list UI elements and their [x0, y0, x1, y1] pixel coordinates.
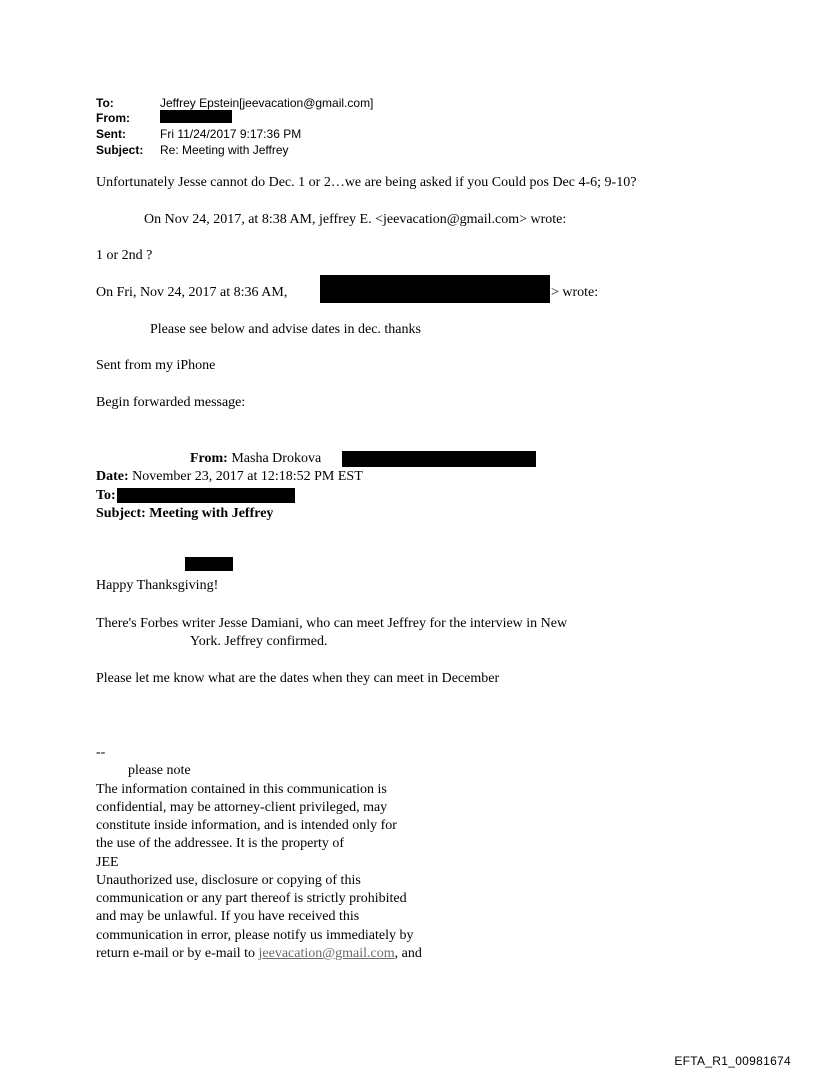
please-see-line: Please see below and advise dates in dec. thanks: [150, 322, 421, 337]
email-link[interactable]: jeevacation@gmail.com: [258, 946, 395, 961]
quoted-header-2: [96, 285, 287, 301]
fwd-subject-value: Meeting with Jeffrey: [145, 506, 274, 521]
fwd-from-label: From:: [190, 451, 228, 466]
disclaimer-line: communication or any part thereof is strictly prohibited: [96, 891, 407, 906]
fwd-subject-row: [96, 506, 273, 522]
fwd-subject-label: Subject:: [96, 506, 146, 521]
document-id: EFTA_R1_00981674: [674, 1054, 791, 1068]
quoted-header-1: On Nov 24, 2017, at 8:38 AM, jeffrey E. <jeevacation@gmail.com> wrote:: [144, 212, 567, 227]
sent-value: Fri 11/24/2017 9:17:36 PM: [160, 127, 302, 141]
forbes-paragraph-line-2: York. Jeffrey confirmed.: [190, 634, 328, 649]
please-note: please note: [128, 763, 191, 778]
fwd-to-row: [96, 488, 116, 504]
sent-label: Sent:: [96, 127, 126, 141]
disclaimer-line: and may be unlawful. If you have received this: [96, 909, 360, 924]
subject-label: Subject:: [96, 143, 144, 157]
quoted-header-2-suffix: > wrote:: [551, 285, 599, 300]
disclaimer-line: confidential, may be attorney-client privileged, may: [96, 800, 388, 815]
to-label: To:: [96, 96, 114, 110]
fwd-date-value: November 23, 2017 at 12:18:52 PM EST: [128, 469, 363, 484]
disclaimer-line: Unauthorized use, disclosure or copying of this: [96, 873, 361, 888]
to-value: Jeffrey Epstein[jeevacation@gmail.com]: [160, 96, 374, 110]
from-label: From:: [96, 111, 130, 125]
reply-1-or-2: 1 or 2nd ?: [96, 248, 153, 263]
disclaimer-last-line: [96, 946, 422, 962]
disclaimer-line: The information contained in this communication is: [96, 782, 387, 797]
quoted-header-2-prefix: On Fri, Nov 24, 2017 at 8:36 AM,: [96, 285, 288, 300]
forbes-paragraph-line-1: There's Forbes writer Jesse Damiani, who can meet Jeffrey for the interview in New: [96, 616, 568, 631]
dates-request: Please let me know what are the dates when they can meet in December: [96, 671, 500, 686]
sender-redaction: [320, 275, 550, 303]
salutation-redaction: [185, 557, 233, 571]
fwd-date-label: Date:: [96, 469, 129, 484]
disclaimer-line: JEE: [96, 855, 119, 870]
disclaimer-line: constitute inside information, and is intended only for: [96, 818, 397, 833]
begin-forwarded: Begin forwarded message:: [96, 395, 246, 410]
signature-dashes: --: [96, 745, 106, 760]
fwd-from-row: [190, 451, 321, 467]
greeting: Happy Thanksgiving!: [96, 578, 219, 593]
disclaimer-last-suffix: , and: [394, 946, 422, 961]
from-redaction: [160, 110, 232, 123]
fwd-date-row: [96, 469, 363, 485]
fwd-from-name: Masha Drokova: [227, 451, 322, 466]
subject-value: Re: Meeting with Jeffrey: [160, 143, 289, 157]
reply-line: Unfortunately Jesse cannot do Dec. 1 or 2…we are being asked if you Could pos Dec 4-6; 9-10?: [96, 175, 637, 190]
sent-from-iphone: Sent from my iPhone: [96, 358, 216, 373]
fwd-to-label: To:: [96, 488, 116, 503]
disclaimer-last-prefix: return e-mail or by e-mail to: [96, 946, 259, 961]
fwd-to-redaction: [117, 488, 295, 503]
disclaimer-line: the use of the addressee. It is the property of: [96, 836, 345, 851]
disclaimer-line: communication in error, please notify us immediately by: [96, 928, 414, 943]
fwd-from-redaction: [342, 451, 536, 467]
